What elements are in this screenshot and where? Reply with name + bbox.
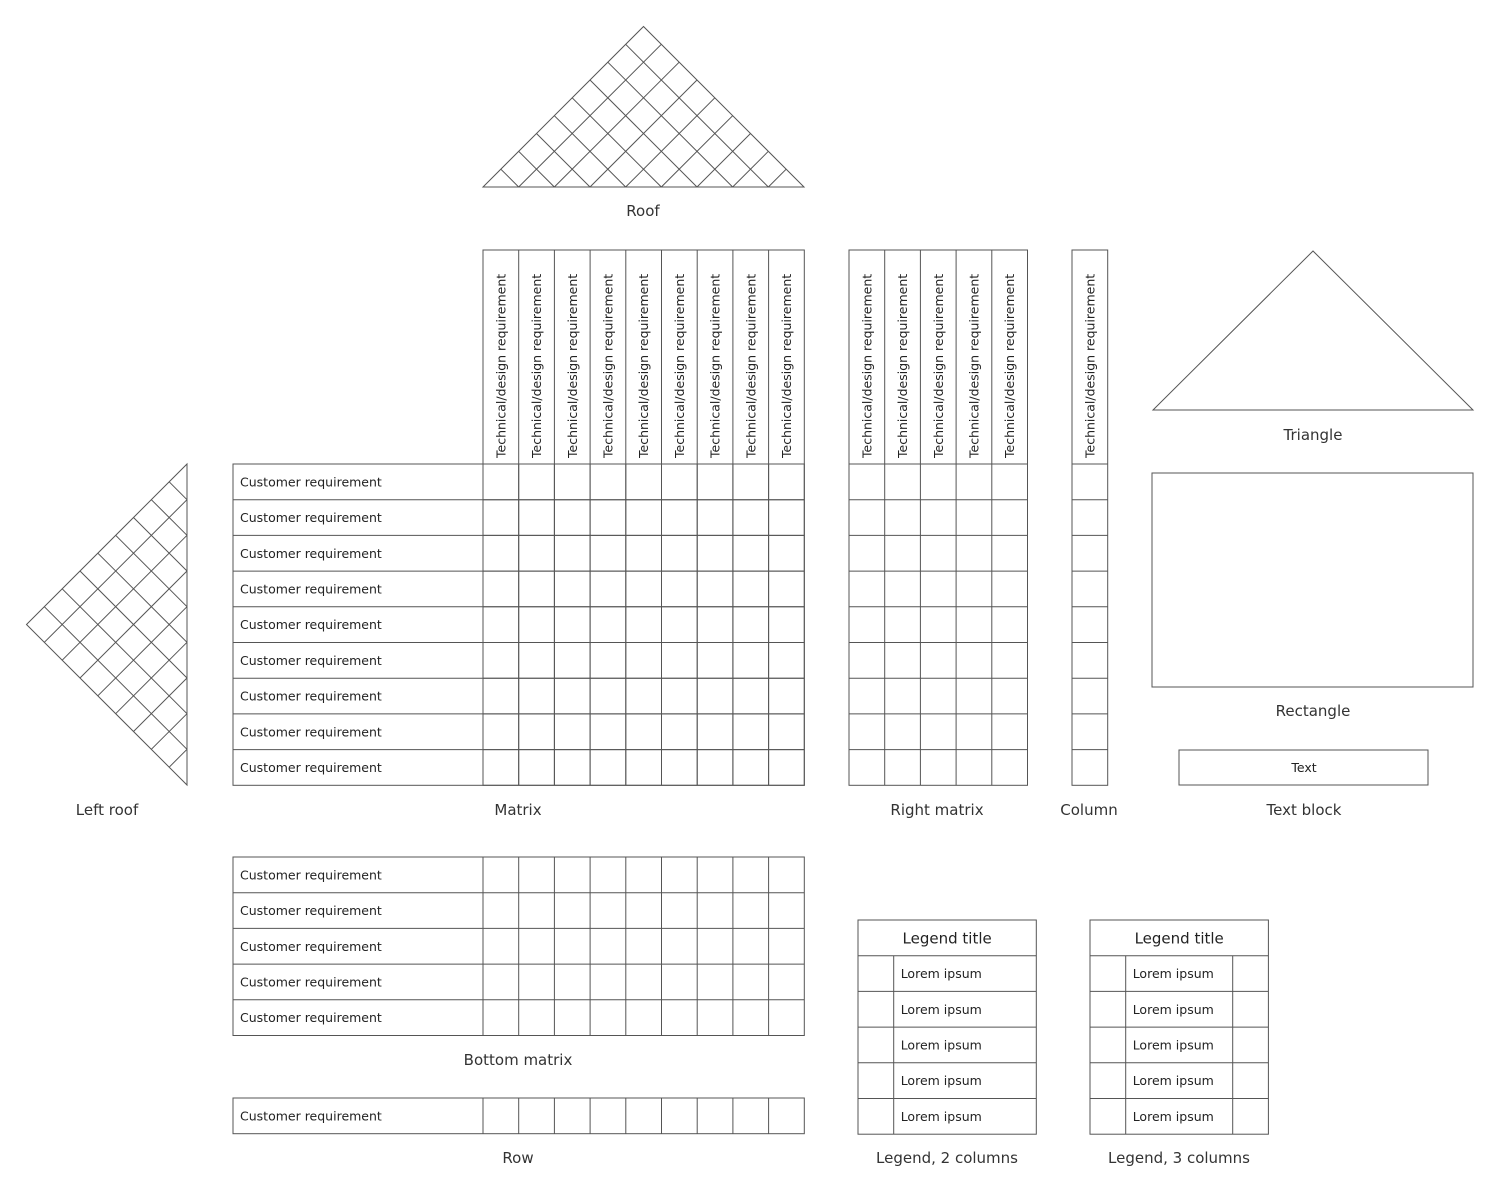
row-caption: Row (502, 1149, 534, 1167)
matrix-row-label: Customer requirement (240, 510, 382, 526)
column-column-label: Technical/design requirement (1082, 273, 1098, 458)
left-roof-lattice-line (98, 553, 187, 642)
matrix-row-label: Customer requirement (240, 724, 382, 740)
roof-lattice-line (501, 169, 519, 187)
left-roof-outline (27, 464, 188, 785)
right-matrix-column-label: Technical/design requirement (859, 273, 875, 458)
text-block-text: Text (1291, 760, 1317, 775)
left-roof-lattice-line (169, 482, 187, 500)
matrix-header-column-label: Technical/design requirement (564, 273, 580, 458)
roof-outline (483, 27, 804, 188)
bottom-matrix-row-label: Customer requirement (240, 903, 382, 919)
matrix-header-column-label: Technical/design requirement (707, 273, 723, 458)
legend-2-columns-item: Lorem ipsum (900, 1073, 982, 1089)
text-block-caption: Text block (1266, 801, 1342, 819)
matrix-shape[interactable] (233, 250, 804, 785)
right-matrix-column-label: Technical/design requirement (1002, 273, 1018, 458)
legend-2-columns-item: Lorem ipsum (900, 966, 982, 982)
matrix-header-column-label: Technical/design requirement (636, 273, 652, 458)
rectangle-caption: Rectangle (1275, 702, 1351, 720)
legend-2-columns-title: Legend title (902, 929, 992, 948)
legend-2-columns-item: Lorem ipsum (900, 1001, 982, 1017)
triangle-shape[interactable] (1153, 251, 1473, 410)
roof-lattice-line (572, 98, 661, 187)
right-matrix-column-label: Technical/design requirement (966, 273, 982, 458)
matrix-row-label: Customer requirement (240, 688, 382, 704)
bottom-matrix-shape[interactable] (233, 857, 804, 1036)
matrix-row-label: Customer requirement (240, 474, 382, 490)
triangle-outline (1153, 251, 1473, 410)
legend-2-columns-item: Lorem ipsum (900, 1037, 982, 1053)
bottom-matrix-caption: Bottom matrix (463, 1051, 573, 1069)
left-roof-caption: Left roof (75, 801, 139, 819)
matrix-caption: Matrix (494, 801, 542, 819)
left-roof-shape[interactable] (27, 464, 188, 785)
matrix-header-column-label: Technical/design requirement (493, 273, 509, 458)
row-row-label: Customer requirement (240, 1108, 382, 1124)
right-matrix-caption: Right matrix (890, 801, 984, 819)
roof-lattice-line (537, 134, 591, 188)
legend-3-columns-shape[interactable] (1090, 920, 1268, 1134)
bottom-matrix-row-label: Customer requirement (240, 938, 382, 954)
matrix-row-label: Customer requirement (240, 617, 382, 633)
legend-3-columns-item: Lorem ipsum (1132, 1001, 1214, 1017)
roof-lattice-line (697, 134, 751, 188)
right-matrix-column-label: Technical/design requirement (895, 273, 911, 458)
text-block-shape[interactable] (1179, 750, 1428, 785)
legend-3-columns-item: Lorem ipsum (1132, 1108, 1214, 1124)
rectangle-outline (1152, 473, 1473, 687)
matrix-row-label: Customer requirement (240, 581, 382, 597)
bottom-matrix-row-label: Customer requirement (240, 867, 382, 883)
left-roof-lattice-line (98, 607, 187, 696)
legend-3-columns-caption: Legend, 3 columns (1108, 1149, 1250, 1167)
matrix-row-label: Customer requirement (240, 759, 382, 775)
left-roof-lattice-line (169, 749, 187, 767)
roof-shape[interactable] (483, 27, 804, 188)
triangle-caption: Triangle (1283, 426, 1343, 444)
matrix-header-column-label: Technical/design requirement (743, 273, 759, 458)
bottom-matrix-row-label: Customer requirement (240, 1010, 382, 1026)
matrix-row-label: Customer requirement (240, 545, 382, 561)
matrix-row-label: Customer requirement (240, 652, 382, 668)
row-shape[interactable] (233, 1098, 804, 1134)
right-matrix-column-label: Technical/design requirement (930, 273, 946, 458)
legend-3-columns-item: Lorem ipsum (1132, 966, 1214, 982)
left-roof-lattice-line (134, 678, 188, 732)
legend-2-columns-item: Lorem ipsum (900, 1108, 982, 1124)
legend-3-columns-item: Lorem ipsum (1132, 1073, 1214, 1089)
legend-2-columns-shape[interactable] (858, 920, 1036, 1134)
left-roof-lattice-line (62, 589, 187, 714)
left-roof-lattice-line (134, 518, 188, 572)
right-matrix-shape[interactable] (849, 250, 1028, 785)
column-shape[interactable] (1072, 250, 1108, 785)
matrix-header-column-label: Technical/design requirement (600, 273, 616, 458)
legend-3-columns-item: Lorem ipsum (1132, 1037, 1214, 1053)
matrix-header-column-label: Technical/design requirement (529, 273, 545, 458)
roof-caption: Roof (626, 202, 660, 220)
column-caption: Column (1060, 801, 1118, 819)
bottom-matrix-row-label: Customer requirement (240, 974, 382, 990)
matrix-header-column-label: Technical/design requirement (671, 273, 687, 458)
roof-lattice-line (608, 62, 733, 187)
legend-3-columns-title: Legend title (1134, 929, 1224, 948)
rectangle-shape[interactable] (1152, 473, 1473, 687)
legend-2-columns-caption: Legend, 2 columns (876, 1149, 1018, 1167)
matrix-header-column-label: Technical/design requirement (778, 273, 794, 458)
roof-lattice-line (554, 62, 679, 187)
roof-lattice-line (626, 98, 715, 187)
left-roof-lattice-line (62, 535, 187, 660)
roof-lattice-line (768, 169, 786, 187)
